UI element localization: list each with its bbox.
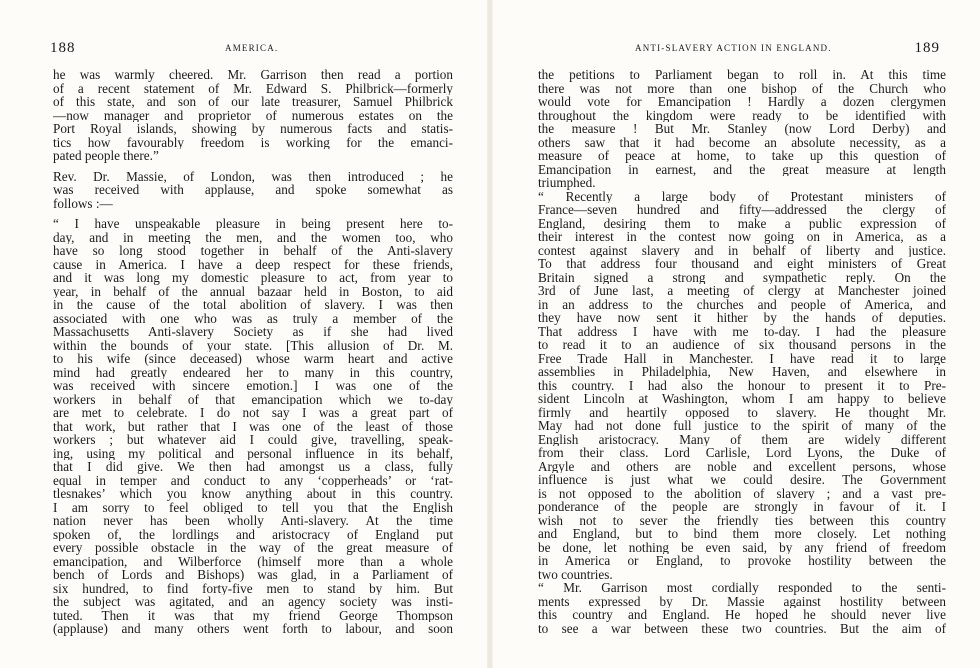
text-line: the measure ! But Mr. Stanley (now Lord Derby) and xyxy=(538,122,946,136)
text-line: (applause) and many others went forth to labour, and soon xyxy=(53,622,453,636)
text-line: nation never has been wholly Anti-slavery. At the time xyxy=(53,514,453,528)
text-line: triumphed. xyxy=(538,176,596,190)
text-line: equal in temper and conduct to any ‘copperheads’ or ‘rat- xyxy=(53,473,453,487)
text-line: influence is just what we could desire. The Government xyxy=(538,473,946,487)
right-page-text xyxy=(538,68,946,635)
text-line: are met to celebrate. I do not say I was a great part of xyxy=(53,406,453,420)
text-line: wish not to sever the friendly ties between this country xyxy=(538,513,946,527)
text-line: there was not more than one bishop of the Church who xyxy=(538,81,946,95)
text-line: to his wife (since deceased) whose warm heart and active xyxy=(53,352,453,366)
text-line: France—seven hundred and fifty—addressed the clergy of xyxy=(538,203,946,217)
running-head: ANTI-SLAVERY ACTION IN ENGLAND. xyxy=(635,43,832,53)
text-line: Rev. Dr. Massie, of London, was then introduced ; he xyxy=(53,169,453,183)
text-line: and it was long my domestic pleasure to act, from year to xyxy=(53,271,453,285)
text-line: to see a war between these two countries. But the aim of xyxy=(538,621,946,635)
text-line: have so long stood together in behalf of the Anti-slavery xyxy=(53,244,453,258)
text-line: in the cause of the total abolition of slavery. I was then xyxy=(53,298,453,312)
text-line: year, in behalf of the annual bazaar held in Boston, to aid xyxy=(53,284,453,298)
text-line: To that address four thousand and eight ministers of Great xyxy=(538,257,946,271)
text-line: is not opposed to the abolition of slavery ; and a vast pre- xyxy=(538,486,946,500)
text-line: “ Mr. Garrison most cordially responded to the senti- xyxy=(538,581,946,595)
text-line: tlesnakes’ which you know anything about in this country. xyxy=(53,487,453,501)
text-line: pated people there.” xyxy=(53,149,159,163)
page-number: 188 xyxy=(50,40,76,56)
text-line: —now manager and proprietor of numerous estates on the xyxy=(53,108,453,122)
text-line: every possible obstacle in the way of the great measure of xyxy=(53,541,453,555)
text-line: Argyle and others are noble and excellent persons, whose xyxy=(538,459,946,473)
text-line: the subject was agitated, and an agency society was insti- xyxy=(53,595,453,609)
paragraph-gap xyxy=(53,163,453,170)
left-page-text xyxy=(53,68,453,636)
text-line: mind had greatly endeared her to many in this country, xyxy=(53,365,453,379)
text-line: spoken of, the lordlings and aristocracy of England put xyxy=(53,527,453,541)
text-line: cause in America. I have a deep respect for these friends, xyxy=(53,257,453,271)
text-line: workers in behalf of that emancipation which we to-day xyxy=(53,392,453,406)
right-page-header xyxy=(540,40,940,60)
text-line: emancipation, and Wilberforce (himself more than a whole xyxy=(53,554,453,568)
text-line: firmly and heartily opposed to slavery. He thought Mr. xyxy=(538,405,946,419)
running-head: AMERICA. xyxy=(225,43,279,53)
text-line: “ I have unspeakable pleasure in being present here to- xyxy=(53,217,453,231)
text-line: of this state, and son of our late treasurer, Samuel Philbrick xyxy=(53,95,453,109)
text-line: others saw that it had become an absolute necessity, as a xyxy=(538,135,946,149)
text-line: would vote for Emancipation ! Hardly a dozen clergymen xyxy=(538,95,946,109)
text-line: sident Lincoln at Washington, whom I am happy to believe xyxy=(538,392,946,406)
text-line: English aristocracy. Many of them are widely different xyxy=(538,432,946,446)
text-line: ing, using my political and personal influence in its behalf, xyxy=(53,446,453,460)
paragraph-gap xyxy=(53,210,453,217)
text-line: this country and England. He hoped he should never live xyxy=(538,608,946,622)
text-line: That address I have with me to-day. I had the pleasure xyxy=(538,324,946,338)
text-line: Free Trade Hall in Manchester. I have read it to large xyxy=(538,351,946,365)
text-line: was received with applause, and spoke somewhat as xyxy=(53,183,453,197)
text-line: May had not done full justice to the spirit of many of the xyxy=(538,419,946,433)
right-page xyxy=(490,0,980,668)
text-line: England, desiring them to make a public expression of xyxy=(538,216,946,230)
text-line: from their class. Lord Carlisle, Lord Lyons, the Duke of xyxy=(538,446,946,460)
text-line: Emancipation in earnest, and the great measure at length xyxy=(538,162,946,176)
text-line: associated with one who was as truly a member of the xyxy=(53,311,453,325)
text-line: workers ; but whatever aid I could give, travelling, speak- xyxy=(53,433,453,447)
text-line: six hundred, to find forty-five men to stand by him. But xyxy=(53,581,453,595)
text-line: I am sorry to feel obliged to tell you that the English xyxy=(53,500,453,514)
text-line: be done, let nothing be even said, by any friend of freedom xyxy=(538,540,946,554)
text-line: bench of Lords and Bishops) was glad, in a Parliament of xyxy=(53,568,453,582)
text-line: throughout the kingdom were ready to be identified with xyxy=(538,108,946,122)
text-line: tuted. Then it was that my friend George Thompson xyxy=(53,608,453,622)
text-line: to read it to an audience of six thousand persons in the xyxy=(538,338,946,352)
text-line: of a recent statement of Mr. Edward S. Philbrick—formerly xyxy=(53,81,453,95)
text-line: in America or England, to provoke hostility between the xyxy=(538,554,946,568)
text-line: assemblies in Philadelphia, New Haven, and elsewhere in xyxy=(538,365,946,379)
text-line: this country. I had also the honour to present it to Pre- xyxy=(538,378,946,392)
text-line: “ Recently a large body of Protestant ministers of xyxy=(538,189,946,203)
text-line: he was warmly cheered. Mr. Garrison then read a portion xyxy=(53,68,453,82)
text-line: 3rd of June last, a meeting of clergy at Manchester joined xyxy=(538,284,946,298)
text-line: Britain signed a strong and sympathetic reply. On the xyxy=(538,270,946,284)
text-line: the petitions to Parliament began to roll in. At this time xyxy=(538,68,946,82)
left-page-header xyxy=(50,40,450,60)
text-line: follows :— xyxy=(53,196,113,210)
text-line: tics how favourably freedom is working for the emanci- xyxy=(53,135,453,149)
text-line: that I did give. We then had amongst us a class, fully xyxy=(53,460,453,474)
text-line: in an address to the churches and people of America, and xyxy=(538,297,946,311)
text-line: their interest in the contest now going on in America, as a xyxy=(538,230,946,244)
text-line: was received with sincere emotion.] I was one of the xyxy=(53,379,453,393)
text-line: contest against slavery and in behalf of liberty and justice. xyxy=(538,243,946,257)
text-line: they have now sent it hither by the hands of deputies. xyxy=(538,311,946,325)
text-line: day, and in meeting the men, and the women too, who xyxy=(53,230,453,244)
text-line: ponderance of the people are strongly in favour of it. I xyxy=(538,500,946,514)
page-number: 189 xyxy=(914,40,940,56)
text-line: ments expressed by Dr. Massie against hostility between xyxy=(538,594,946,608)
text-line: two countries. xyxy=(538,567,613,581)
text-line: that work, but rather that I was one of the least of those xyxy=(53,419,453,433)
text-line: Port Royal islands, showing by numerous facts and statis- xyxy=(53,122,453,136)
text-line: Massachusetts Anti-slavery Society as if she had lived xyxy=(53,325,453,339)
text-line: and England, but to bind them more closely. Let nothing xyxy=(538,527,946,541)
text-line: measure of peace at home, to take up this question of xyxy=(538,149,946,163)
text-line: within the bounds of your state. [This allusion of Dr. M. xyxy=(53,338,453,352)
